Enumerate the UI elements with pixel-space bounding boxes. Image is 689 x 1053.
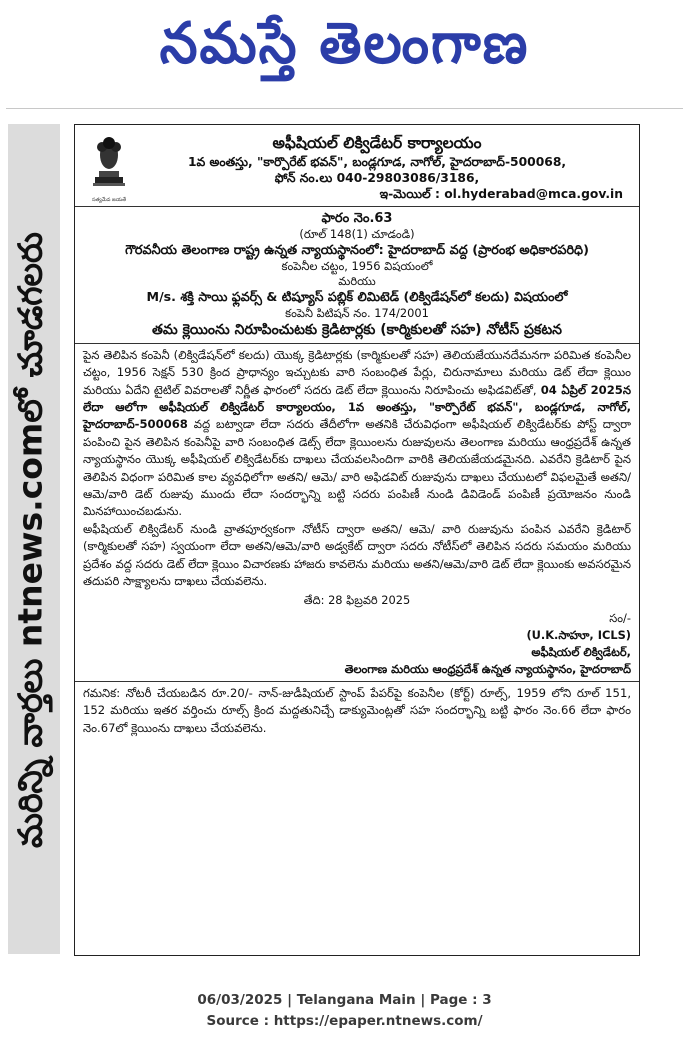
- office-email: ఇ-మెయిల్ : ol.hyderabad@mca.gov.in: [379, 187, 623, 202]
- office-address: 1వ అంతస్తు, "కార్పొరేట్ భవన్", బండ్లగూడ, నాగోల్, హైదరాబాద్-500068,: [187, 154, 567, 169]
- court-name: గౌరవనీయ తెలంగాణ రాష్ట్ర ఉన్నత న్యాయస్థానంలో: హైదరాబాద్ వద్ద (ప్రారంభ అధికారపరిధి): [125, 243, 589, 259]
- national-emblem-icon: [87, 133, 131, 195]
- office-name: అఫీషియల్ లిక్విడేటర్ కార్యాలయం: [272, 134, 482, 152]
- para1-text-a: పైన తెలిపిన కంపెనీ (లిక్విడేషన్‌లో కలదు) యొక్క క్రెడిటార్లకు (కార్మికులతో సహ) తెలియజేయునదేమనగా పరిమిత కంపెనీల చట్టం, 1956 సెక్షన్ 530 క్రింద ప్రాధాన్యం ఇచ్చుటకు వారి సంబంధిత పేర్లు, చిరునామాలు మరియు డెట్ లేదా క్లెయిం మరియు ఏదేని టైటిల్ వివరాలతో నిర్ణీత ఫారంలో సదరు డెట్ లేదా క్లెయింను నిరూపించు అఫిడవిట్‌తో,: [83, 347, 631, 397]
- act-reference: కంపెనీల చట్టం, 1956 విషయంలో: [281, 259, 433, 274]
- para1-text-b: వద్ద బట్వాడా లేదా సదరు తేదీలోగా అతనికి చేరువిధంగా అఫీషియల్ లిక్విడేటర్‌కు పోస్ట్ ద్వారా పంపించి పైన తెలిపిన కంపెనీపై వారి సంబంధిత డెట్స్ లేదా క్లెయింలను రుజువులను తెలంగాణ మరియు ఆంధ్రప్రదేశ్ ఉన్నత న్యాయస్థానం యొక్క అఫీషియల్ లిక్విడేటర్‌కు దాఖలు చేయవలసిందిగా వారికి తెలియజేయడమైనది. ఎవరేని క్రెడిటార్ పైన తెలిపిన విధంగా పరిమిత కాల వ్యవధిలోగా అతని/ ఆమె/ వారి అఫిడవిట్ రుజువును దాఖలు చేయుటలో విఫలమైతే అతని/ఆమె/వారి డెట్ రుజువు ముందు లేదా సందర్భాన్ని బట్టి సదరు పంపిణీ నుండి డివిడెండ్ పంపిణీ ప్రయోజనం నుండి మినహాయించబడును.: [83, 417, 631, 519]
- footer-source-link[interactable]: Source : https://epaper.ntnews.com/: [206, 1012, 483, 1029]
- notice-paragraph-2: అఫీషియల్ లిక్విడేటర్ నుండి వ్రాతపూర్వకంగా నోటీస్ ద్వారా అతని/ ఆమె/ వారి రుజువును పంపిన ఎవరేని క్రెడిటార్ (కార్మికులతో సహ) స్వయంగా లేదా అతని/ఆమె/వారి అడ్వకేట్ ద్వారా సదరు నోటీస్‌లో తెలిపిన సదరు సమయం మరియు ప్రదేశం వద్ద సదరు డెట్ లేదా క్లెయిం విచారణకు హాజరు కావలెను మరియు అతని/ఆమె/వారి డెట్ లేదా క్లెయింకు అవసరమైన తదుపరి సాక్ష్యాలను దాఖలు చేయవలెను.: [83, 521, 631, 588]
- and-text: మరియు: [338, 274, 376, 289]
- legal-notice: [74, 124, 640, 956]
- notice-note: గమనిక: నోటరీ చేయబడిన రూ.20/- నాన్-జుడీషియల్ స్టాంప్ పేపర్‌పై కంపెనీల (కోర్ట్) రూల్స్, 1959 లోని రూల్ 151, 152 మరియు ఇతర వర్తించు రూల్స్ క్రింద మద్దతునిచ్చే డాక్యుమెంట్లతో సహ సందర్భాన్ని బట్టి ఫారం నెం.66 లేదా ఫారం నెం.67లో క్లెయింను దాఖలు చేయవలెను.: [83, 685, 631, 735]
- notice-date: తేది: 28 ఫిబ్రవరి 2025: [303, 593, 411, 608]
- emblem-caption: సత్యమేవ జయతే: [91, 197, 127, 203]
- signatory-role: అఫీషియల్ లిక్విడేటర్,: [531, 644, 631, 659]
- header-divider: [75, 206, 639, 207]
- signature-sd: సం/-: [609, 610, 631, 625]
- page-footer: [0, 990, 689, 1032]
- office-phone: ఫోన్ నం.లు 040-29803086/3186,: [274, 170, 480, 185]
- notice-title: తమ క్లెయింను నిరూపించుటకు క్రెడిటార్లకు (కార్మికులతో సహ) నోటీస్ ప్రకటన: [152, 322, 562, 339]
- notice-header: [123, 133, 631, 203]
- company-name: M/s. శక్తి సాయి ఫ్లవర్స్ & టిష్యూస్ పబ్లిక్ లిమిటెడ్ (లిక్విడేషన్‌లో కలదు) విషయంలో: [146, 289, 568, 305]
- para1-deadline-text: 04 ఏప్రిల్ 2025న లేదా ఆలోగా అఫీషియల్ లిక్విడేటర్ కార్యాలయం, 1వ అంతస్తు, "కార్పొరేట్ భవన్", బండ్లగూడ, నాగోల్, హైదరాబాద్-500068: [83, 382, 631, 432]
- signatory-court: తెలంగాణ మరియు ఆంధ్రప్రదేశ్ ఉన్నత న్యాయస్థానం, హైదరాబాద్: [344, 661, 631, 676]
- petition-number: కంపెనీ పిటిషన్ నం. 174/2001: [285, 306, 429, 321]
- masthead-title: నమస్తే తెలంగాణ: [159, 9, 530, 77]
- signature-block: [83, 610, 631, 678]
- rule-reference: (రూల్ 148(1) చూడండి): [299, 226, 415, 241]
- form-number: ఫారం నెం.63: [321, 210, 393, 226]
- title-divider: [75, 343, 639, 344]
- note-divider: [75, 681, 639, 682]
- sidebar-promo-text: మరిన్ని వార్తలు ntnews.comలో చూడగలరు: [10, 232, 50, 848]
- masthead: [0, 0, 689, 100]
- top-divider: [6, 108, 683, 109]
- signatory-name: (U.K.సాహూ, ICLS): [526, 627, 631, 642]
- notice-paragraph-1: [83, 347, 631, 521]
- footer-edition-info: 06/03/2025 | Telangana Main | Page : 3: [197, 992, 492, 1008]
